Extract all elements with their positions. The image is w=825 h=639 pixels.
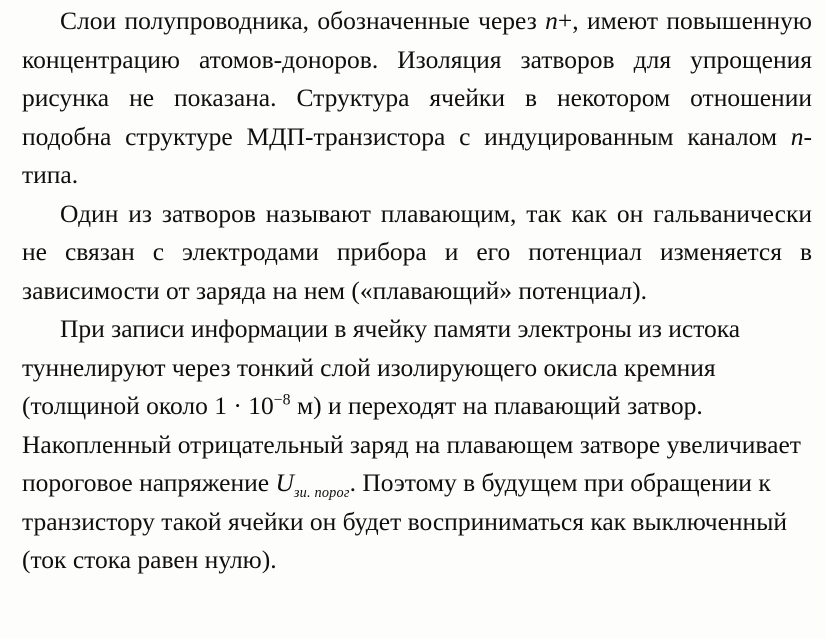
paragraph-3-segment-6: . Поэтому в будущем при обращении к транзистору такой ячейки он будет восприниматься как выключенный (ток стока равен нулю). — [22, 468, 787, 574]
paragraph-1-segment-1: Слои полупроводника, обозначенные через — [60, 6, 546, 35]
paragraph-2-segment-1: Один из затворов называют плавающим, так как он гальванически не связан с электродами прибора и его потенциал изменяется в зависимости от заряда на нем («плавающий» потенциал). — [22, 198, 812, 305]
symbol-u: U — [275, 468, 294, 497]
paragraph-1-segment-3: +, имеют повышенную концентрацию атомов-доноров. Изоляция затворов для упрощения рисунка не показана. Структура ячейки в некотором отношении подобна структуре МДП-транзистора с индуцированным каналом — [22, 6, 812, 151]
paragraph-2 — [22, 195, 812, 311]
paragraph-3-segment-1: При записи информации в ячейку памяти электроны из истока туннелируют через тонкий слой изолирующего окисла кремния (толщиной около 1 · 10 — [22, 314, 741, 420]
paragraph-3 — [22, 310, 812, 580]
paragraph-1-italic-n-2: n — [790, 121, 804, 151]
exponent-minus-eight: −8 — [273, 391, 291, 409]
symbol-u-subscript: зи. порог — [293, 485, 350, 502]
paragraph-1 — [22, 2, 812, 195]
paragraph-1-italic-n: n — [545, 6, 558, 35]
text-column — [22, 2, 812, 580]
symbol-threshold-voltage — [275, 468, 350, 502]
paragraph-3-segment-3: м) и переходят на плавающий затвор. Накопленный отрицательный заряд на плавающем затворе увеличивает пороговое напряжение — [22, 391, 801, 497]
paragraph-1-segment-5: -типа. — [22, 121, 812, 189]
